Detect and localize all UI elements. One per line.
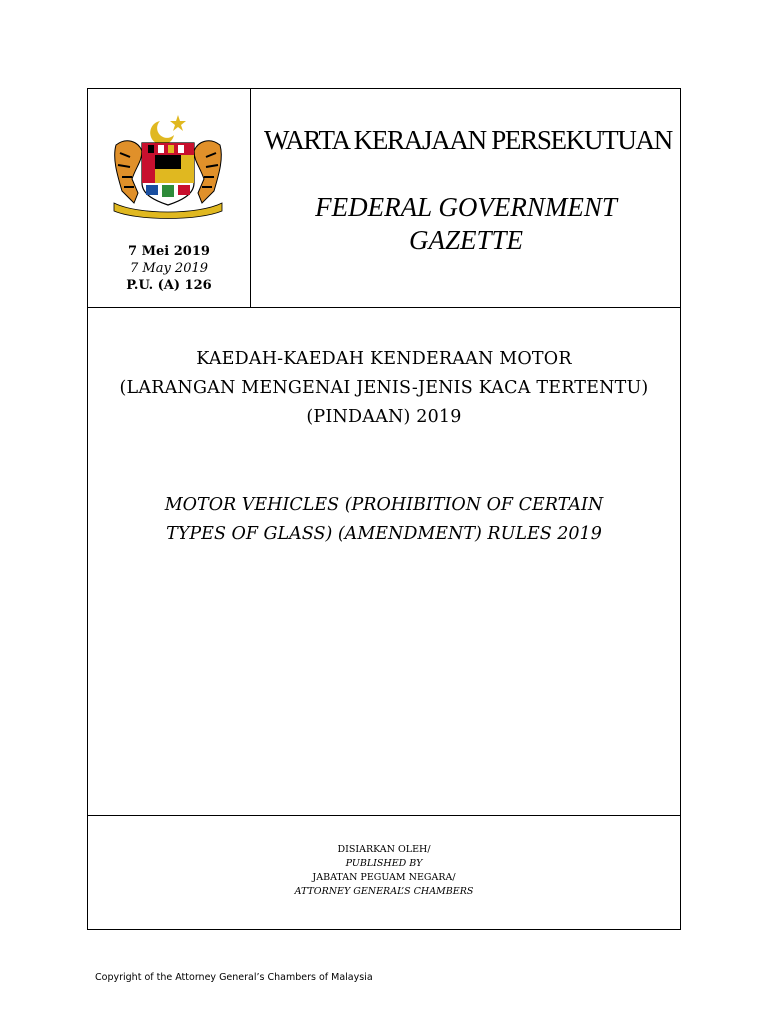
rules-title-malay-line2: (LARANGAN MENGENAI JENIS-JENIS KACA TERTENTU) <box>119 378 649 398</box>
publisher-name-english: ATTORNEY GENERAL’S CHAMBERS <box>294 886 474 897</box>
rules-title-english <box>88 491 680 549</box>
gazette-title-malay: WARTA KERAJAAN PERSEKUTUAN <box>264 125 672 155</box>
copyright-notice: Copyright of the Attorney General’s Chambers of Malaysia <box>95 972 373 983</box>
rules-title-malay <box>88 345 680 432</box>
date-english: 7 May 2019 <box>129 261 209 276</box>
rules-title-malay-line1: KAEDAH-KAEDAH KENDERAAN MOTOR <box>196 349 572 369</box>
divider-footer <box>88 815 680 816</box>
coat-of-arms-icon <box>108 107 228 219</box>
published-by-english: PUBLISHED BY <box>345 858 423 869</box>
publisher-block <box>88 843 680 899</box>
gazette-title-english <box>250 191 682 257</box>
date-malay: 7 Mei 2019 <box>128 244 210 259</box>
publisher-name-malay: JABATAN PEGUAM NEGARA/ <box>312 872 456 883</box>
rules-title-english-line1: MOTOR VEHICLES (PROHIBITION OF CERTAIN <box>164 495 604 515</box>
gazette-cover-frame <box>87 88 681 930</box>
rules-title-english-line2: TYPES OF GLASS) (AMENDMENT) RULES 2019 <box>166 524 602 544</box>
gazette-title-english-line2: GAZETTE <box>408 225 524 255</box>
pu-reference: P.U. (A) 126 <box>126 278 212 293</box>
divider-header <box>88 307 680 308</box>
issue-date-block <box>88 243 250 294</box>
rules-title-malay-line3: (PINDAAN) 2019 <box>306 407 462 427</box>
gazette-title-english-line1: FEDERAL GOVERNMENT <box>315 192 617 222</box>
published-by-malay: DISIARKAN OLEH/ <box>337 844 431 855</box>
